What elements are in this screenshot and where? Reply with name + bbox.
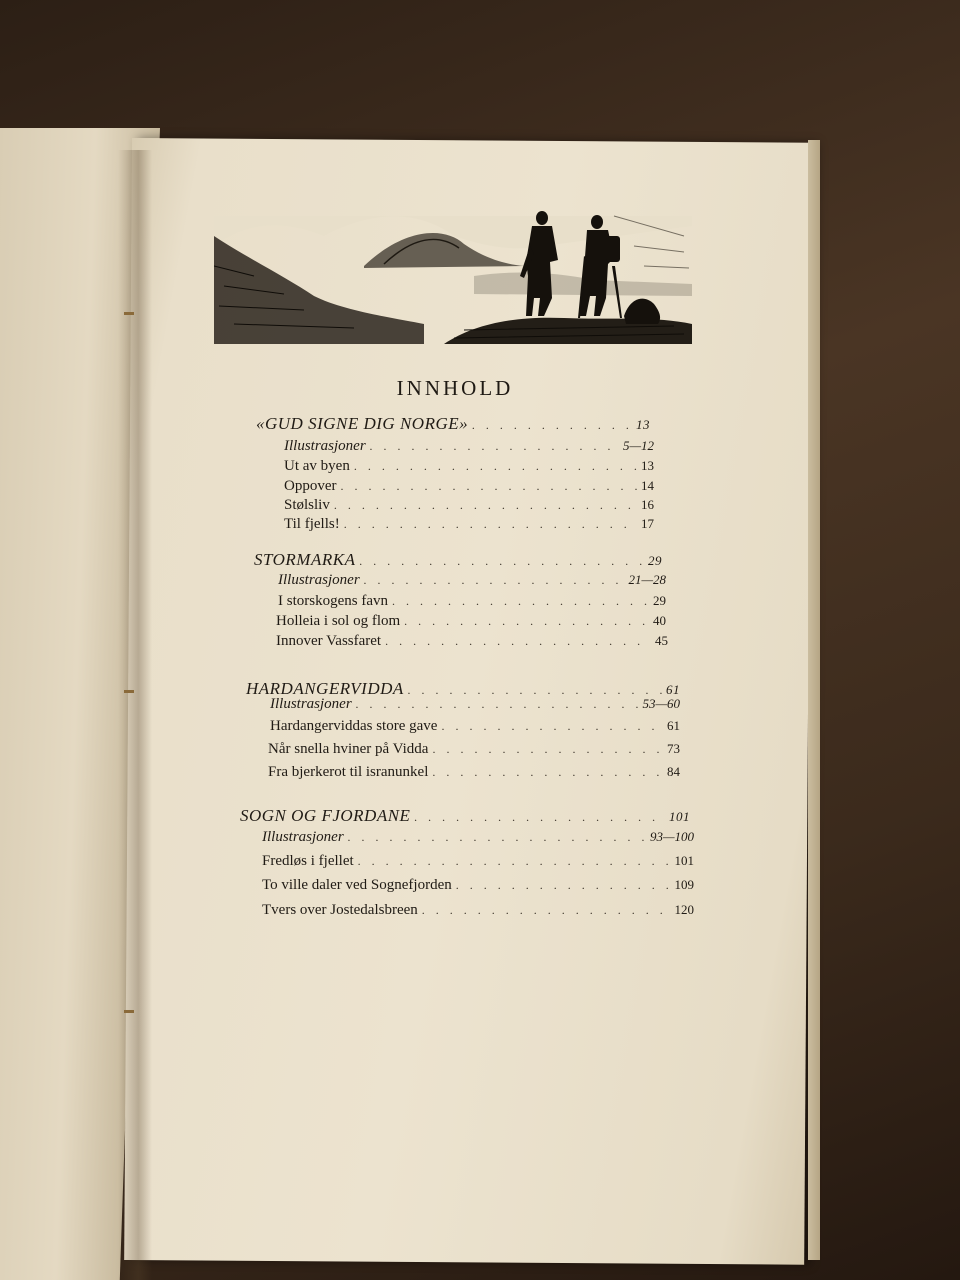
entry-label: Oppover — [284, 478, 337, 494]
leader-dots — [334, 498, 637, 513]
toc-entry[interactable] — [284, 516, 654, 533]
page-number: 21—28 — [628, 572, 666, 587]
leader-dots — [341, 479, 638, 494]
page-number: 101 — [674, 853, 694, 868]
toc-section[interactable] — [240, 806, 690, 826]
page-number: 53—60 — [642, 696, 680, 711]
page-number: 14 — [641, 478, 654, 493]
page-number: 29 — [653, 593, 666, 608]
binding-stitch — [124, 1010, 134, 1013]
leader-dots — [358, 854, 671, 869]
entry-label: Når snella hviner på Vidda — [268, 741, 429, 757]
section-title: «GUD SIGNE DIG NORGE» — [256, 414, 469, 433]
toc-entry[interactable] — [270, 696, 680, 713]
toc-entry[interactable] — [284, 478, 654, 495]
page-number: 29 — [648, 553, 662, 568]
toc-entry[interactable] — [270, 718, 680, 735]
page-number: 17 — [641, 516, 654, 531]
entry-label: Illustrasjoner — [278, 572, 360, 588]
toc-section[interactable] — [256, 414, 650, 434]
page-number: 120 — [674, 902, 694, 917]
toc-entry[interactable] — [268, 741, 680, 758]
section-title: STORMARKA — [254, 550, 356, 569]
entry-label: Illustrasjoner — [284, 438, 366, 454]
leader-dots — [354, 459, 637, 474]
entry-label: Illustrasjoner — [270, 696, 352, 712]
entry-label: Hardangerviddas store gave — [270, 718, 438, 734]
hikers-illustration — [214, 206, 692, 344]
page-edge — [808, 140, 820, 1260]
leader-dots — [356, 697, 639, 712]
page-number: 73 — [667, 741, 680, 756]
toc-entry[interactable] — [276, 633, 668, 650]
section-title: SOGN OG FJORDANE — [240, 806, 411, 825]
leader-dots — [422, 903, 671, 918]
toc-section[interactable] — [254, 550, 662, 570]
leader-dots — [392, 594, 649, 609]
toc-entry[interactable] — [262, 902, 694, 919]
leader-dots — [344, 517, 637, 532]
entry-label: Tvers over Jostedalsbreen — [262, 902, 418, 918]
toc-entry[interactable] — [276, 613, 666, 630]
entry-label: To ville daler ved Sognefjorden — [262, 877, 452, 893]
leader-dots — [414, 810, 665, 825]
entry-label: I storskogens favn — [278, 593, 388, 609]
page-number: 13 — [641, 458, 654, 473]
binding-stitch — [124, 312, 134, 315]
page-number: 109 — [674, 877, 694, 892]
toc-entry[interactable] — [278, 572, 666, 589]
toc-entry[interactable] — [284, 497, 654, 514]
binding-stitch — [124, 690, 134, 693]
page-number: 61 — [666, 682, 680, 697]
page-number: 45 — [655, 633, 668, 648]
page-number: 61 — [667, 718, 680, 733]
leader-dots — [456, 878, 671, 893]
entry-label: Stølsliv — [284, 497, 330, 513]
entry-label: Fra bjerkerot til isranunkel — [268, 764, 429, 780]
toc-entry[interactable] — [268, 764, 680, 781]
toc-entry[interactable] — [284, 458, 654, 475]
page-number: 13 — [636, 417, 650, 432]
section-title: HARDANGERVIDDA — [246, 679, 404, 698]
entry-label: Holleia i sol og flom — [276, 613, 401, 629]
toc-entry[interactable] — [262, 853, 694, 870]
leader-dots — [472, 418, 632, 433]
entry-label: Til fjells! — [284, 516, 340, 532]
leader-dots — [432, 765, 663, 780]
toc-entry[interactable] — [262, 829, 694, 846]
page-number: 84 — [667, 764, 680, 779]
toc-entry[interactable] — [284, 438, 654, 455]
page-number: 5—12 — [622, 438, 654, 453]
leader-dots — [348, 830, 646, 845]
toc-entry[interactable] — [262, 877, 694, 894]
page-number: 40 — [653, 613, 666, 628]
leader-dots — [359, 554, 644, 569]
leader-dots — [441, 719, 663, 734]
page-number: 16 — [641, 497, 654, 512]
toc-entry[interactable] — [278, 593, 666, 610]
entry-label: Illustrasjoner — [262, 829, 344, 845]
book-gutter — [118, 150, 152, 1280]
page-number: 101 — [669, 809, 690, 824]
leader-dots — [432, 742, 663, 757]
entry-label: Fredløs i fjellet — [262, 853, 354, 869]
leader-dots — [385, 634, 651, 649]
leader-dots — [370, 439, 619, 454]
leader-dots — [364, 573, 625, 588]
entry-label: Innover Vassfaret — [276, 633, 382, 649]
page-number: 93—100 — [649, 829, 694, 844]
leader-dots — [404, 614, 649, 629]
entry-label: Ut av byen — [284, 458, 350, 474]
toc-title: INNHOLD — [396, 376, 514, 400]
